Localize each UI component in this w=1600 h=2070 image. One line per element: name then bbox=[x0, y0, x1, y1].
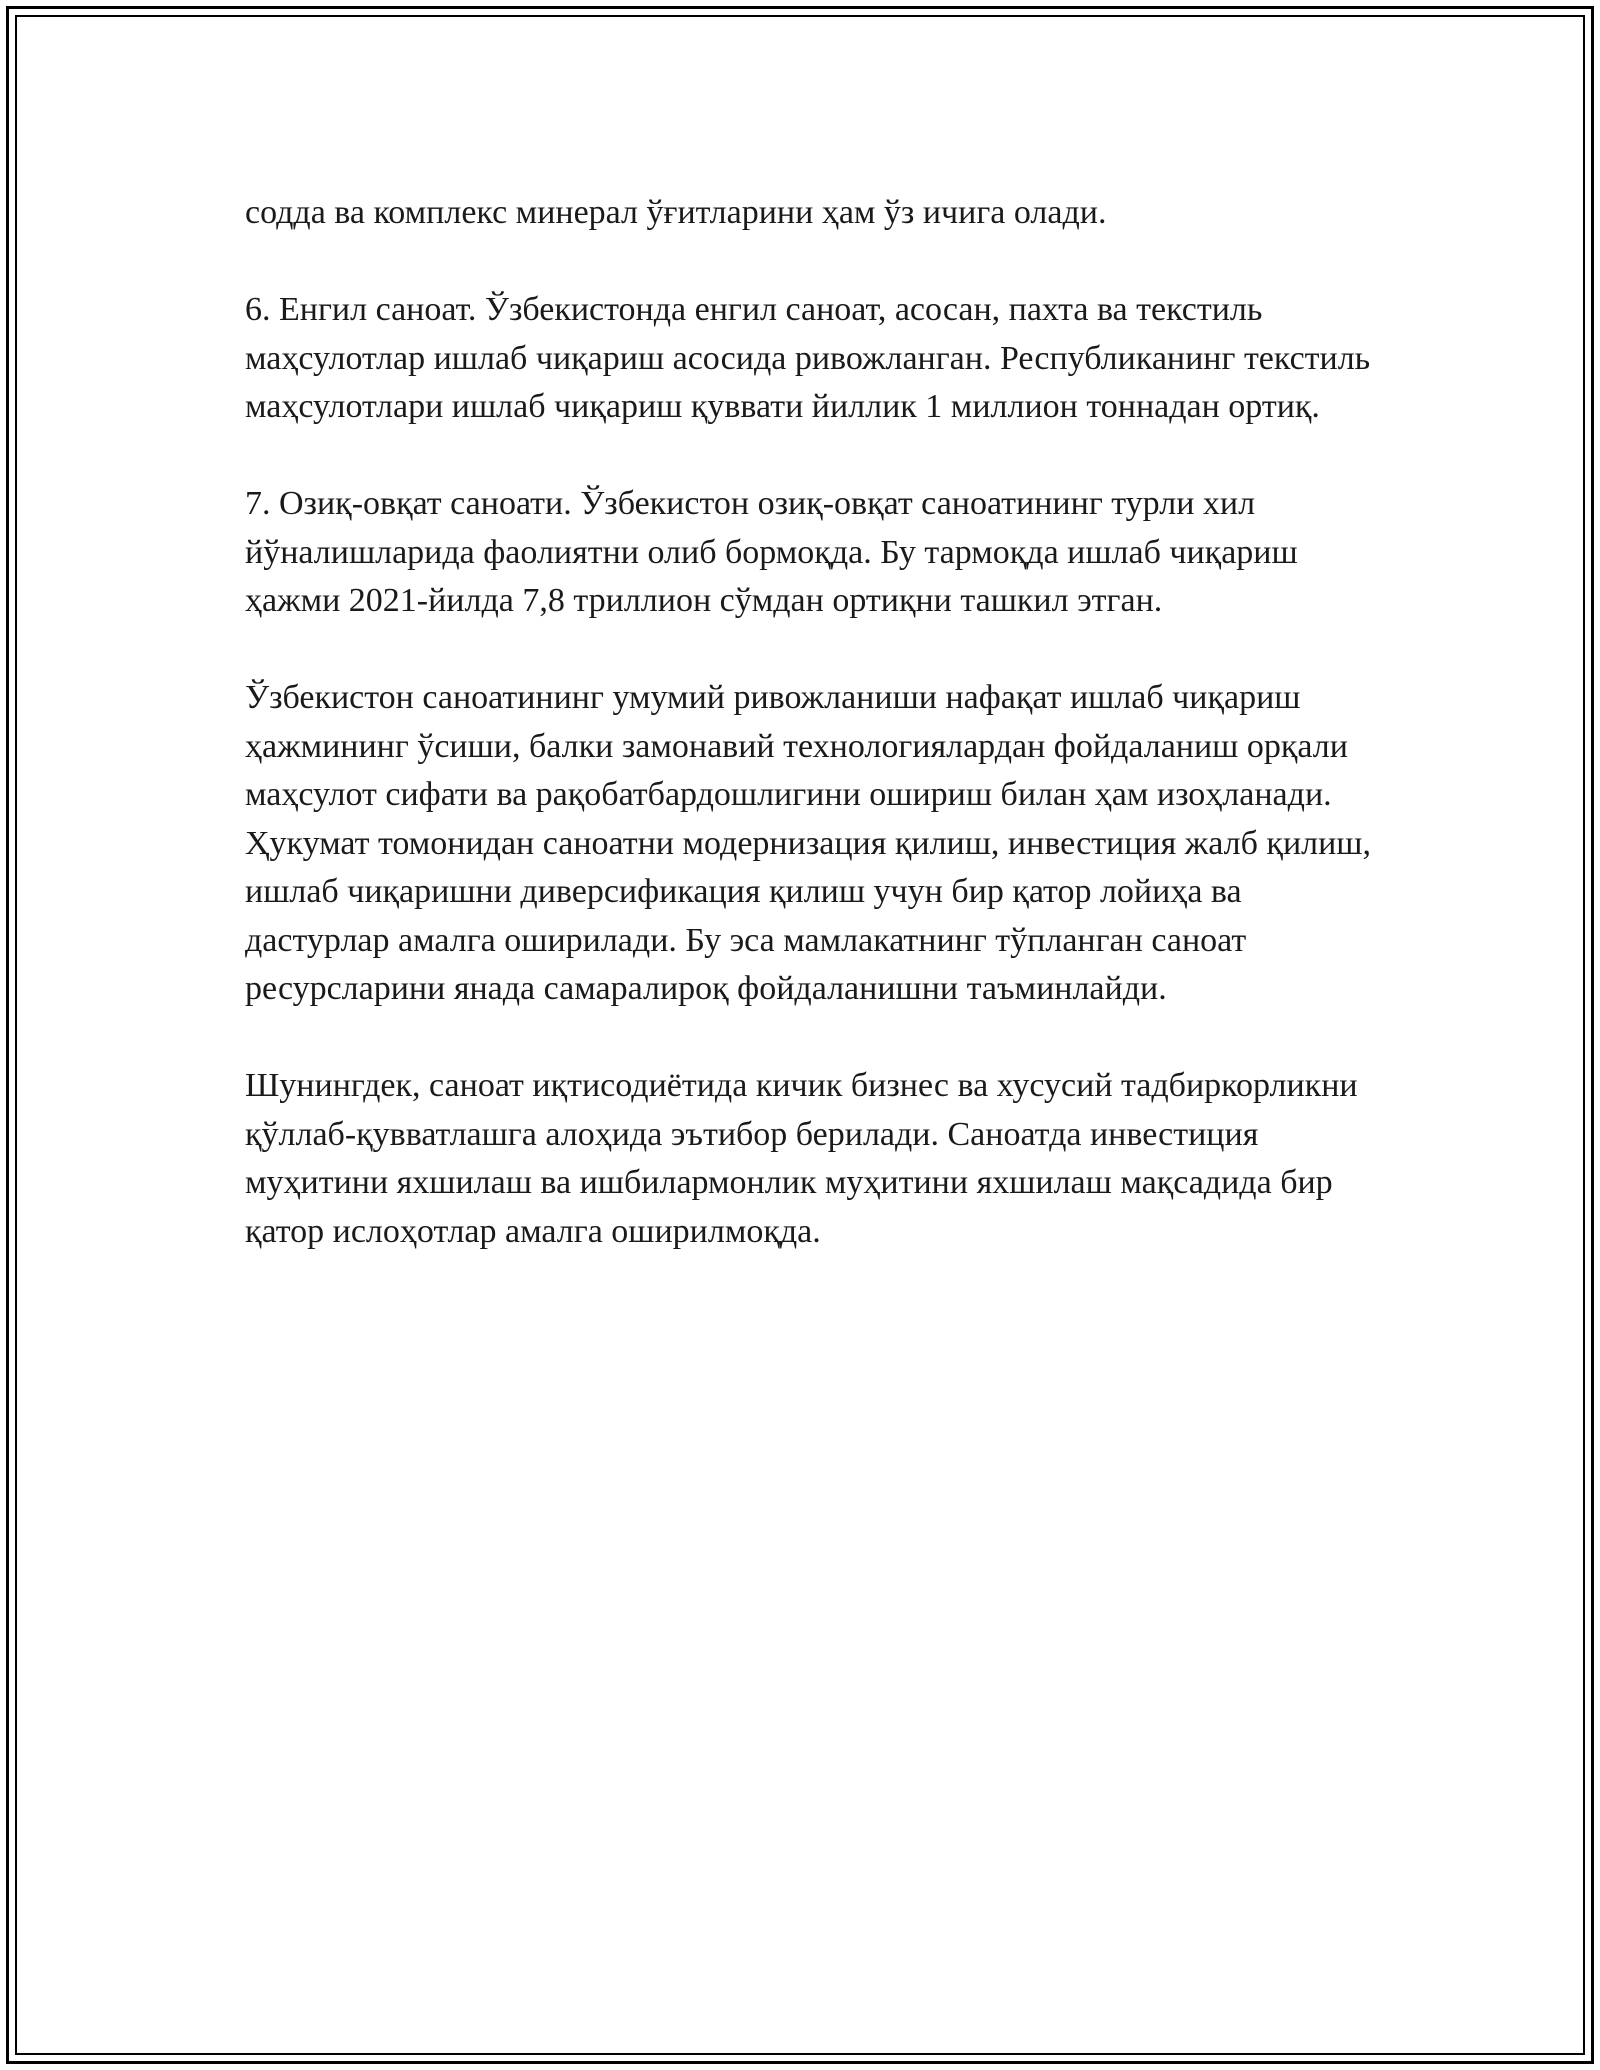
paragraph-light-industry: 6. Енгил саноат. Ўзбекистонда енгил саноат, асосан, пахта ва текстиль маҳсулотлар ишлаб чиқариш асосида ривожланган. Республиканинг текстиль маҳсулотлари ишлаб чиқариш қуввати йиллик 1 миллион тоннадан ортиқ. bbox=[245, 291, 1371, 425]
document-body bbox=[245, 189, 1385, 1256]
paragraph-food-industry: 7. Озиқ-овқат саноати. Ўзбекистон озиқ-овқат саноатининг турли хил йўналишларида фаолиятни олиб бормоқда. Бу тармоқда ишлаб чиқариш ҳажми 2021-йилда 7,8 триллион сўмдан ортиқни ташкил этган. bbox=[245, 485, 1298, 619]
page-frame bbox=[6, 6, 1594, 2064]
paragraph-general-development: Ўзбекистон саноатининг умумий ривожланиши нафақат ишлаб чиқариш ҳажмининг ўсиши, балки замонавий технологиялардан фойдаланиш орқали маҳсулот сифати ва рақобатбардошлигини ошириш билан ҳам изоҳланади. Ҳукумат томонидан саноатни модернизация қилиш, инвестиция жалб қилиш, ишлаб чиқаришни диверсификация қилиш учун бир қатор лойиҳа ва дастурлар амалга оширилади. Бу эса мамлакатнинг тўпланган саноат ресурсларини янада самаралироқ фойдаланишни таъминлайди. bbox=[245, 679, 1371, 1007]
paragraph-small-business: Шунингдек, саноат иқтисодиётида кичик бизнес ва хусусий тадбиркорликни қўллаб-қувватлашга алоҳида эътибор берилади. Саноатда инвестиция муҳитини яхшилаш ва ишбилармонлик муҳитини яхшилаш мақсадида бир қатор ислоҳотлар амалга оширилмоқда. bbox=[245, 1067, 1358, 1250]
paragraph-continuation: содда ва комплекс минерал ўғитларини ҳам ўз ичига олади. bbox=[245, 194, 1107, 231]
